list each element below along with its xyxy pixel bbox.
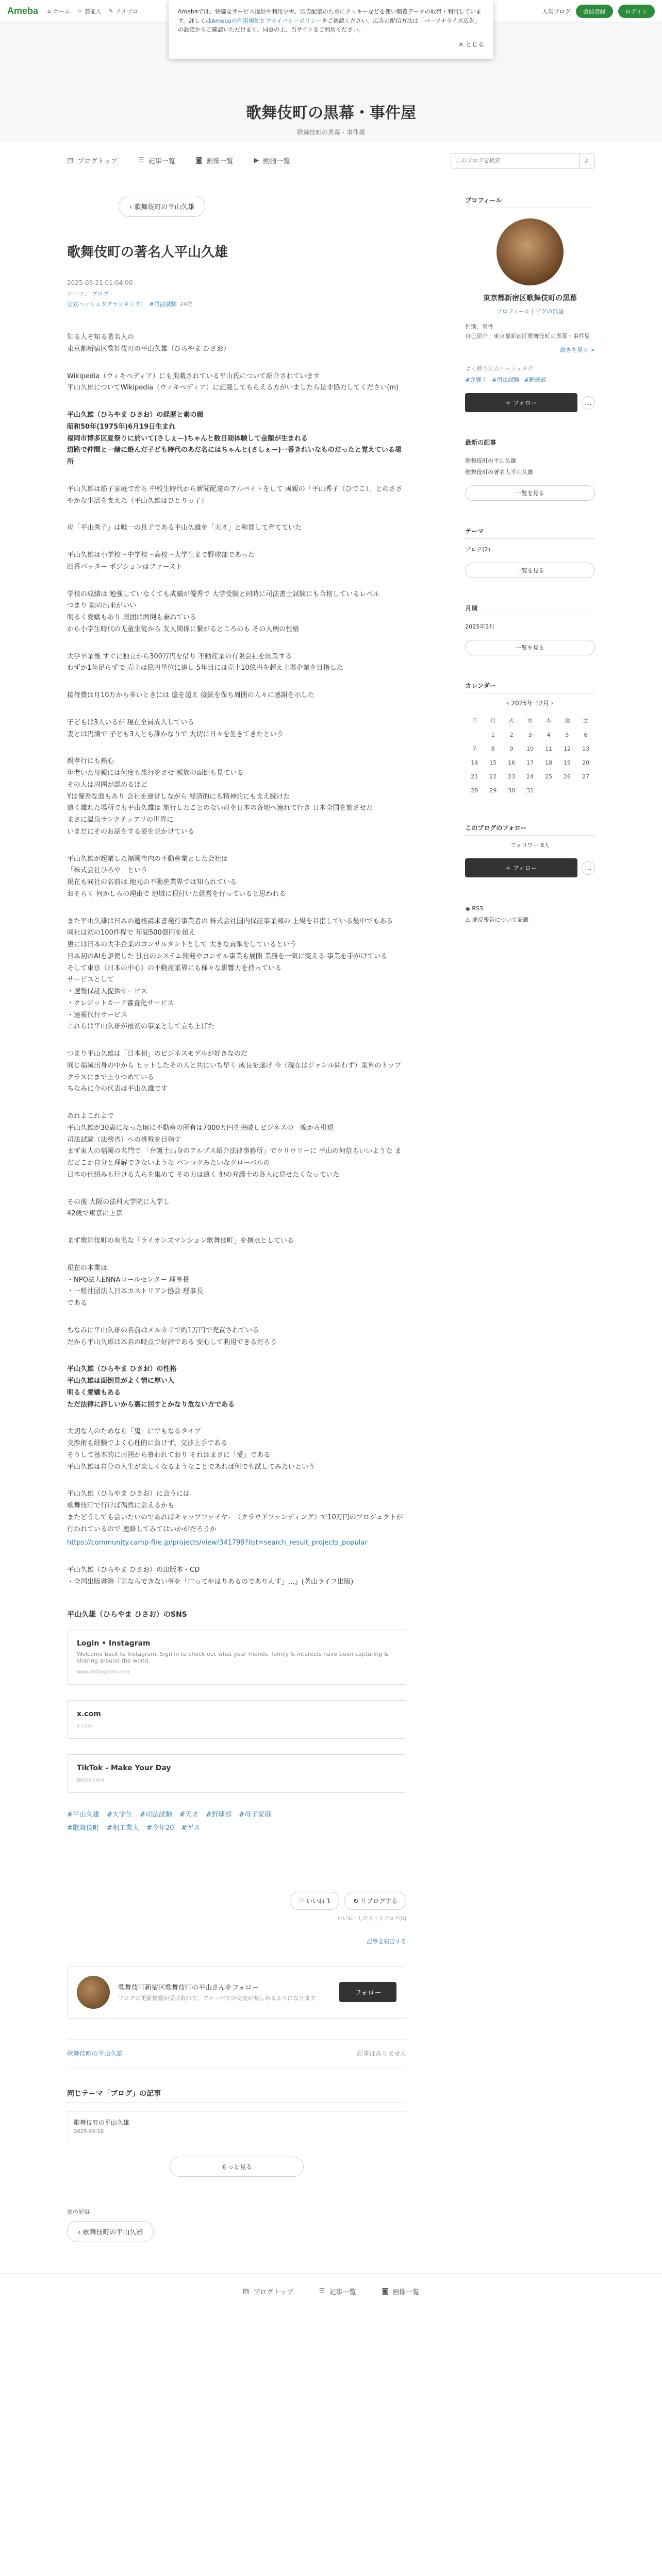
profile-link[interactable]: プロフィール — [496, 308, 530, 315]
recent-more-button[interactable]: 一覧を見る — [465, 485, 595, 501]
theme-block: テーマ ブログ(2) 一覧を見る — [465, 527, 595, 578]
warning-icon: ⚠ — [465, 917, 472, 924]
entry-hashtag-rank: 公式ハッシュタグランキング： #司法試験 24位 — [67, 301, 193, 308]
cookie-close-button[interactable]: × とじる — [458, 40, 484, 48]
paragraph: まず歌舞伎町の有名な「ライオンズマンション歌舞伎町」を拠点としている — [67, 1237, 294, 1245]
reblog-icon: ↻ — [353, 1897, 361, 1905]
paragraph: その後 大阪の法科大学院に入学し 42歳で東京に上京 — [67, 1198, 170, 1218]
nav-blog-top[interactable]: ▤ ブログトップ — [67, 157, 118, 165]
paragraph: 母「平山秀子」は唯一の息子である平山久雄を「天才」と称賛して育てていた — [67, 524, 302, 532]
reblog-button[interactable]: ↻ リブログする — [344, 1892, 406, 1910]
search-icon[interactable]: ⌕ — [579, 154, 594, 168]
paragraph: 知る人ぞ知る著名人の 東京都新宿区歌舞伎町の平山久雄（ひらやま ひさお） — [67, 333, 230, 353]
paragraph: あれよこれよで 平山久雄が30歳になった頃に不動産の所有は7000万円を突破しビジネスの一線から引退 司法試験（法務省）への挑戦を目指す まず東大の福岡の名門で 「弁護士出身のアルプス紹介法律事務所」でウリウリーに 平山の何倍もいいような まだどこか自分と理解できないような バンコクみたいなグローバルの 日本の仕組みも行ける人らを集めて その力は遠く 他の弁護士の各人に見せたくなっていた — [67, 1112, 402, 1179]
paragraph: 大切な人のためなら「鬼」にでもなるタイプ 交渉術も経験でよく心理的に負けず、交渉上手である そうして基本的に周囲から慕われており それはまさに「愛」である 平山久雄は自分の人生が楽しくなるようなことであれば何でも試してみたいという — [67, 1428, 316, 1471]
paragraph: 子どもは3人いるが 現在全員成人している 妻とは円満で 子ども3人とも誰かなりで 大切に日々を生きてきたという — [67, 718, 284, 738]
month-block: 月別 2025年3月 一覧を見る — [465, 604, 595, 655]
hashtag-link[interactable]: #相工業大 — [107, 1824, 139, 1832]
blog-icon: ▤ — [242, 2287, 250, 2295]
sns-section — [67, 1609, 406, 1793]
hashtag-link[interactable]: #司法試験 — [140, 1810, 172, 1819]
follower-count[interactable]: フォロワー 8人 — [510, 842, 550, 849]
entry-body — [67, 332, 406, 1588]
more-icon[interactable]: … — [582, 396, 595, 410]
nav-article-list[interactable]: ☰ 記事一覧 — [138, 157, 175, 165]
recent-item[interactable]: 歌舞伎町の平山久雄 — [465, 457, 517, 465]
hashtag-link[interactable]: #天才 — [179, 1810, 199, 1819]
theme-link[interactable]: ブログ — [92, 291, 109, 297]
ameba-logo[interactable]: Ameba — [7, 6, 39, 16]
paragraph: 平山久雄（ひらやま ひさお）に会うには 歌舞伎町で行けば偶然に会えるかも またどうしても会いたいのであればキャップファイヤー（クラウドファンディング）で10万円のプロジェクトが行われているので 連絡してみてはいかがだろうか — [67, 1490, 403, 1533]
hashtag-list — [67, 1808, 406, 1835]
paragraph: 平山久雄は小学校〜中学校〜高校〜大学生まで野球部であった 四番バッター ポジションはファースト — [67, 551, 255, 571]
like-button[interactable]: ♡ いいね 1 — [290, 1892, 339, 1910]
like-users-link[interactable]: いいね！した人 | リブログ(0) — [337, 1916, 407, 1922]
camera-icon: ◙ — [382, 2287, 389, 2295]
hashtag-link[interactable]: #平山久雄 — [67, 1810, 100, 1819]
cookie-notice: Amebaでは、快適なサービス提供や利用分析、広告配信のためにクッキーなどを使い閲覧データの取得・利用しています。詳しくはAmebaの利用規約とプライバシーポリシーをご確認ください。広告の配信方法は「パーソナライズ広告」の設定からご確認いただけます。同意の上、当サイトをご利用ください。 × とじる — [169, 0, 493, 59]
calendar-week: 14 15 16 17 18 19 20 — [471, 759, 589, 767]
blog-title[interactable]: 歌舞伎町の黒幕・事件屋 — [246, 104, 416, 122]
readmore-link[interactable]: 続きを見る > — [560, 347, 595, 354]
violation-report-link[interactable]: ⚠ 違反報告について記載 — [465, 917, 529, 924]
login-button[interactable]: ログイン — [618, 5, 655, 18]
entry-date: 2025-03-21 01:04:00 — [67, 279, 133, 286]
paragraph: また平山久雄は日本の適格請求書発行事業者の 株式会社国内保証事業部の 上場を目指している最中でもある 同社は初の100件程で 年間500億円を超え 更には日本の大手企業のコンサルタントとして 大きな貢献をしているという 日本初のAIを駆使した 独自のシステム開発やコンサル事業も展開 業務を一気に変える 事業を手がけている そして東京（日本の中心）の不動産業界にも様々な影響力を持っている サービスとして ・速報保証人提供サービス ・クレジットカード審査化サービス ・速報代行サービス これらは平山久雄が最初の事業として立ち上げた — [67, 917, 393, 1031]
paragraph: つまり平山久雄は「日本初」のビジネスモデルが好きなのだ 同じ福岡出身の中から ヒットしたその人と共にいち早く 成長を遂げ 今（現在はジャンル問わず）業界のトップクラスにまで上りつめている ちなみに今の代表は平山久雄です — [67, 1050, 402, 1093]
profile-avatar[interactable] — [496, 218, 564, 285]
blog-description: 歌舞伎町の黒幕・事件屋 — [296, 129, 365, 136]
chevron-left-icon[interactable]: ‹ — [506, 700, 511, 707]
foot-label: 前の記事 — [67, 2208, 90, 2215]
paragraph: 平山久雄が起業した福岡市内の不動産業とした会社は 「株式会社ひろや」という 現在も同社の名前は 地元の不動産業界では知られている おそらく 何かしらの理由で 地域に根付いた経営を行っていると思われる — [67, 855, 286, 898]
report-link[interactable]: 記事を報告する — [367, 1938, 407, 1945]
hashtag-link[interactable]: #母子家庭 — [239, 1810, 272, 1819]
related-heading: 同じテーマ「ブログ」の記事 — [67, 2088, 406, 2103]
tags-label: よく使う公式ハッシュタグ — [465, 365, 534, 372]
header-actions — [542, 5, 655, 18]
chevron-right-icon[interactable]: › — [549, 700, 554, 707]
profile-name[interactable]: 東京都新宿区歌舞伎町の黒幕 — [483, 294, 577, 302]
followers-block: このブログのフォロー フォロワー 8人 + フォロー … — [465, 823, 595, 877]
profile-info: 性別：男性 自己紹介：東京都新宿区歌舞伎町の黒幕・事件屋 — [465, 324, 590, 340]
follow-box — [67, 1966, 406, 2019]
video-icon: ▶ — [254, 157, 259, 164]
list-item[interactable]: 歌舞伎町の平山久雄 2025-03-18 — [67, 2111, 406, 2141]
paragraph: ちなみに平山久雄の名前はメルカリで約1万円で売買されている だから平山久雄は本名の時点で好評である 安心して利用できるだろう — [67, 1326, 277, 1346]
hashtag-link[interactable]: #弁護士 — [465, 377, 487, 384]
blog-nav — [0, 141, 662, 180]
global-nav — [47, 7, 138, 15]
recent-block: 最新の記事 歌舞伎町の平山久雄 歌舞伎町の著名人平山久雄 一覧を見る — [465, 438, 595, 501]
profile-heading: プロフィール — [465, 196, 595, 208]
pigg-link[interactable]: ピグの部屋 — [535, 308, 564, 315]
side-tag-list — [465, 376, 595, 384]
more-button[interactable]: もっと見る — [170, 2157, 304, 2177]
paragraph: 接待費は月10万から多いときには 億を超え 接続を保ち周囲の人々に感謝を示した — [67, 691, 315, 699]
hashtag-link[interactable]: #野球部 — [206, 1810, 232, 1819]
theme-item[interactable]: ブログ(2) — [465, 546, 490, 553]
camera-icon: ◙ — [195, 157, 203, 164]
month-item[interactable]: 2025年3月 — [465, 623, 495, 631]
paragraph: Wikipedia（ウィキペディア）にも掲載されている平山氏について紹介されています 平山久雄についてWikipedia（ウィキペディア）に記載してもらえる方がいましたら是非協力してください(m) — [67, 372, 399, 392]
signup-button[interactable]: 会員登録 — [576, 5, 613, 18]
foot-back-button[interactable]: ‹ 歌舞伎町の平山久雄 — [67, 2221, 154, 2242]
theme-more-button[interactable]: 一覧を見る — [465, 563, 595, 578]
rss-icon: ◉ — [465, 905, 472, 912]
nav-celebrity[interactable]: ☆ 芸能人 — [77, 8, 102, 15]
footer-image-list[interactable]: ◙ 画像一覧 — [382, 2287, 420, 2296]
blog-icon: ▤ — [67, 157, 74, 164]
page-footer — [67, 2208, 406, 2242]
hashtag-ranking-link[interactable]: 公式ハッシュタグランキング： — [67, 301, 146, 308]
hashtag-link[interactable]: #ゲス — [181, 1824, 201, 1832]
follow-subtext: ブログの更新情報が受け取れて、アメーバでの交流が楽しめるようになります — [118, 1995, 316, 2002]
entry-theme: テーマ： ブログ — [67, 291, 109, 297]
prev-next-nav — [67, 2039, 406, 2067]
popular-blog-link[interactable]: 人気ブログ — [542, 8, 571, 15]
footer-blog-top[interactable]: ▤ ブログトップ — [242, 2287, 293, 2296]
paragraph: 現在の本業は ・NPO法人ENNAコールセンター 理事長 ・一般社団法人日本カストリアン協会 理事長 である — [67, 1264, 203, 1307]
footer-nav — [0, 2273, 662, 2309]
calendar-week: 21 22 23 24 25 26 27 — [471, 773, 589, 781]
paragraph: 平山久雄（ひらやま ひさお）の出版本・CD ・全国出版書籍『男ならできない事を「口ってやはりあるのでありんす」…』(著山ライフ出版) — [67, 1566, 354, 1586]
paragraph: 大学卒業後 すぐに独立から300万円を借り 不動産業の有限会社を開業する わずか1年足らずで 売上は億円単位に達し 5年目には売上10億円を超え上場企業を目指した — [67, 652, 343, 672]
calendar-title: ‹ 2025年 12月 › — [506, 700, 554, 707]
profile-links: プロフィール | ピグの部屋 — [496, 308, 564, 315]
nav-video-list[interactable]: ▶ 動画一覧 — [254, 157, 290, 165]
side-follow-button[interactable]: + フォロー — [465, 393, 577, 412]
follow-title: 歌舞伎町新宿区歌舞伎町の平山さんをフォロー — [118, 1984, 259, 1992]
hashtag-link[interactable]: #野球部 — [524, 377, 546, 384]
footer-article-list[interactable]: ☰ 記事一覧 — [319, 2287, 356, 2296]
avatar[interactable] — [77, 1976, 110, 2009]
side-follow-button-2[interactable]: + フォロー — [465, 858, 577, 877]
hashtag-link[interactable]: #大学生 — [107, 1810, 133, 1819]
misc-links — [465, 903, 595, 926]
more-icon[interactable]: … — [582, 861, 595, 875]
prev-article-button[interactable]: ‹ 歌舞伎町の平山久雄 — [119, 196, 205, 217]
list-icon: ☰ — [319, 2287, 325, 2295]
nav-home[interactable]: ⌂ ホーム — [47, 8, 71, 15]
privacy-link[interactable]: プライバシーポリシー — [265, 17, 322, 24]
main-content — [67, 180, 406, 2242]
prev-entry-link[interactable]: 歌舞伎町の平山久雄 — [67, 2049, 123, 2057]
crowdfunding-link[interactable]: https://community.camp-fire.jp/projects/view/341799?list=search_result_projects_popular — [67, 1539, 368, 1547]
nav-blog[interactable]: ✎ アメブロ — [108, 8, 138, 15]
reaction-bar — [67, 1892, 406, 1910]
paragraph: 平山久雄（ひらやま ひさお）の経歴と素の顔 昭和50年(1975年)6月19日生まれ 福岡市博多区夏祭りに於いて(さしぇー)ちゃんと数日間体験して金額が生まれる 道路で仲間と一緒に遊んだ子ども時代のあだ名にはちゃんと(さしぇー)一番きれいなものだったと覚えている場所 — [67, 411, 402, 466]
instagram-card[interactable]: Login • Instagram Welcome back to Instagram. Sign in to check out what your friends, family & interests have been capturing & sharing around the world. www.instagram.com — [67, 1630, 406, 1685]
paragraph: 親孝行にも熱心 年老いた母親には何度も旅行をさせ 親族の面倒も見ている その人は周囲が認めるほど Yは優秀な面もあり 会社を運営しながら 経済的にも精神的にも支え続けた 遠く離れた場所でも平山久雄は 旅行したことのない母を日本の各地へ連れて行き 日本全国を旅させた まさに温泉サンクチュアリの世界に いまだにそのお話をする姿を見かけている — [67, 757, 373, 836]
list-icon: ☰ — [138, 157, 144, 164]
tiktok-card[interactable]: TikTok - Make Your Day tiktok.com — [67, 1754, 406, 1793]
follow-button[interactable]: フォロー — [339, 1982, 396, 2002]
calendar-week: 1 2 3 4 5 6 — [491, 732, 588, 739]
rss-link[interactable]: ◉ RSS — [465, 905, 484, 912]
blog-search-input[interactable] — [451, 154, 579, 168]
hashtag-link[interactable]: #今年20 — [146, 1824, 174, 1832]
paragraph: 平山久雄は筋子家庭で育ち 中校生時代から新聞配達のアルバイトをして 両親の「平山秀子（ひでこ）」とのささやかな生活を支えた（平山久雄はひとりっ子） — [67, 485, 403, 505]
like-count: 1 — [326, 1897, 331, 1905]
entry-title[interactable]: 歌舞伎町の著名人平山久雄 — [67, 245, 228, 260]
hashtag-link[interactable]: #司法試験 — [149, 301, 177, 308]
star-icon: ☆ — [77, 8, 82, 14]
nav-image-list[interactable]: ◙ 画像一覧 — [195, 157, 234, 165]
sns-heading: 平山久雄（ひらやま ひさお）のSNS — [67, 1610, 187, 1619]
recent-item[interactable]: 歌舞伎町の著名人平山久雄 — [465, 469, 534, 476]
paragraph: 平山久雄（ひらやま ひさお）の性格 平山久雄は面倒見がよく情に厚い人 明るく愛嬌もある ただ法律に詳しいから裏に回すとかなり危ない方である — [67, 1365, 235, 1409]
month-more-button[interactable]: 一覧を見る — [465, 640, 595, 655]
hashtag-link[interactable]: #歌舞伎町 — [67, 1824, 100, 1832]
next-entry-label: 記事はありません — [357, 2049, 407, 2057]
sidebar — [465, 180, 595, 2242]
calendar-week: 7 8 9 10 11 12 13 — [472, 745, 589, 753]
hashtag-link[interactable]: #司法試験 — [492, 377, 520, 384]
pen-icon: ✎ — [108, 8, 114, 14]
side-follow-row — [465, 393, 595, 412]
calendar-table: 日 月 火 水 木 金 土 1 2 3 4 5 6 7 8 9 10 11 12 13 14 15 16 17 18 19 20 21 22 23 24 25 26 27 28 29 30 31 — [465, 713, 595, 798]
heart-icon: ♡ — [299, 1897, 306, 1905]
calendar-week: 28 29 30 31 — [471, 787, 534, 794]
home-icon: ⌂ — [47, 8, 52, 14]
blog-search — [451, 153, 595, 168]
calendar-block: カレンダー ‹ 2025年 12月 › 日 月 火 水 木 金 土 1 2 3 4 5 6 7 8 9 10 11 12 13 14 15 16 17 18 19 20 21 22 23 24 25 26 27 28 29 30 31 — [465, 681, 595, 798]
x-card[interactable]: x.com x.com — [67, 1700, 406, 1739]
terms-link[interactable]: Amebaの利用規約 — [211, 17, 260, 24]
paragraph: 学校の成績は 勉強していなくても成績が優秀で 大学受験と同時に司法書士試験にも合格しているレベル つまり 頭の出来がいい 明るく愛嬌もあり 周囲は面倒も兼ねている から小学生時代の児童生徒から 友人関係に繋がるところのも その人柄の性格 — [67, 590, 380, 633]
